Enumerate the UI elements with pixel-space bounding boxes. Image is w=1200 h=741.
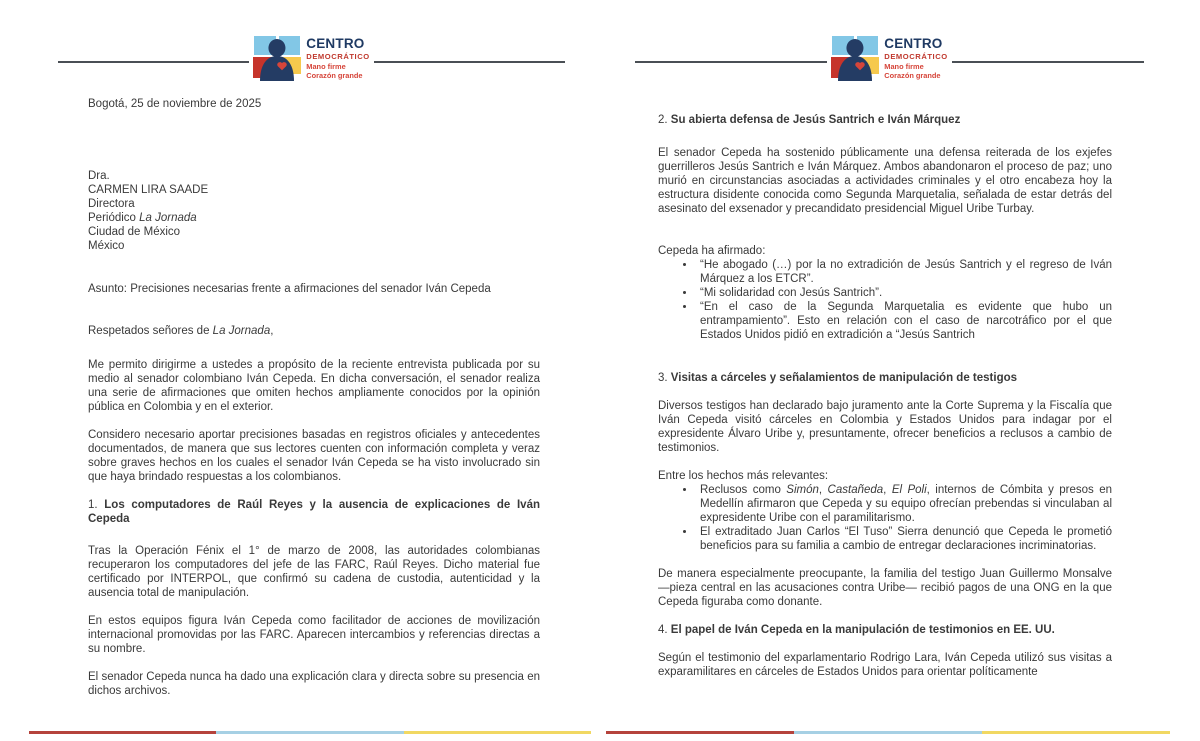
recipient-name: CARMEN LIRA SAADE	[88, 184, 209, 196]
salutation: Respetados señores de La Jornada,	[88, 325, 274, 337]
recipient-block	[88, 169, 540, 253]
recipient-country: México	[88, 240, 125, 252]
party-tagline-2: Corazón grande	[306, 71, 363, 80]
letter-date: Bogotá, 25 de noviembre de 2025	[88, 98, 262, 110]
section-heading-3: 3. Visitas a cárceles y señalamientos de manipulación de testigos	[658, 372, 1018, 384]
stripe-yellow	[404, 731, 591, 734]
recipient-role: Directora	[88, 198, 135, 210]
stripe-red	[29, 731, 216, 734]
recipient-city: Ciudad de México	[88, 226, 181, 238]
section-heading-4: 4. El papel de Iván Cepeda en la manipulación de testimonios en EE. UU.	[658, 624, 1055, 636]
paragraph: Me permito dirigirme a ustedes a propósito de la reciente entrevista publicada por su medio al senador colombiano Iván Cepeda. En dicha conversación, el senador realiza una serie de afirmaciones que omiten hechos ampliamente conocidos por la opinión pública en Colombia y en el exterior.	[88, 359, 540, 413]
quotes-list	[658, 258, 1112, 342]
paragraph: El senador Cepeda ha sostenido públicamente una defensa reiterada de los exjefes guerrilleros Jesús Santrich e Iván Márquez. Ambos abandonaron el proceso de paz; uno murió en circunstancias asociadas a actividades criminales y el otro encabeza hoy la estructura disidente conocida como Segunda Marquetalia, señalada de estar detrás del asesinato del exsenador y precandidato presidencial Miguel Uribe Turbay.	[658, 147, 1112, 215]
paragraph: Tras la Operación Fénix el 1° de marzo de 2008, las autoridades colombianas recuperaron los computadores del jefe de las FARC, Raúl Reyes. Dicho material fue certificado por INTERPOL, que confirmó su cadena de custodia, autenticidad y la ausencia total de manipulación.	[88, 545, 540, 599]
stripe-blue	[794, 731, 982, 734]
recipient-title: Dra.	[88, 170, 110, 182]
paragraph: Diversos testigos han declarado bajo juramento ante la Corte Suprema y la Fiscalía que Iván Cepeda visitó cárceles en Colombia y Estados Unidos para indagar por el expresidente Álvaro Uribe y, presuntamente, ofrecer beneficios a reclusos a cambio de testimonios.	[658, 400, 1112, 454]
recipient-organization: Periódico La Jornada	[88, 212, 197, 224]
party-name: CENTRO	[884, 36, 943, 51]
party-name: CENTRO	[306, 36, 365, 51]
page1-footer-stripe	[29, 731, 591, 734]
paragraph: Considero necesario aportar precisiones basadas en registros oficiales y antecedentes documentados, de manera que sus lectores cuenten con información completa y veraz sobre graves hechos en los cuales el senador Iván Cepeda se ha visto involucrado sin que haya brindado respuestas a los colombianos.	[88, 429, 540, 483]
letter-page-1	[29, 0, 591, 741]
list-item: • Reclusos como Simón, Castañeda, El Poli, internos de Cómbita y presos en Medellín afirmaron que Cepeda y su equipo ofrecían prebendas si vinculaban al expresidente Uribe con el paramilitarismo.	[696, 483, 1112, 525]
subject-line: Asunto: Precisiones necesarias frente a afirmaciones del senador Iván Cepeda	[88, 283, 491, 295]
paragraph: Según el testimonio del exparlamentario Rodrigo Lara, Iván Cepeda utilizó sus visitas a exparamilitares en cárceles de Estados Unidos para orientar políticamente	[658, 652, 1112, 678]
paragraph: De manera especialmente preocupante, la familia del testigo Juan Guillermo Monsalve —pieza central en las acusaciones contra Uribe— recibió pagos de una ONG en la que Cepeda figuraba como donante.	[658, 568, 1112, 608]
paragraph: Cepeda ha afirmado:	[658, 245, 766, 257]
list-item: • “En el caso de la Segunda Marquetalia es evidente que hubo un entrampamiento”. Esto en relación con el caso de narcotráfico por el que Estados Unidos pidió en extradición a “Jesús Santrich	[696, 300, 1112, 342]
facts-list	[658, 483, 1112, 553]
party-tagline-1: Mano firme	[306, 62, 346, 72]
stripe-yellow	[982, 731, 1170, 734]
letter-page-2	[606, 0, 1170, 741]
list-item: • El extraditado Juan Carlos “El Tuso” Sierra denunció que Cepeda le prometió beneficios para su familia a cambio de entregar declaraciones incriminatorias.	[696, 525, 1112, 553]
party-tagline-2: Corazón grande	[884, 71, 941, 80]
list-item: • “He abogado (…) por la no extradición de Jesús Santrich y el regreso de Iván Márquez a los ETCR”.	[696, 258, 1112, 286]
party-tagline-1: Mano firme	[884, 62, 924, 72]
stripe-blue	[216, 731, 403, 734]
page2-footer-stripe	[606, 731, 1170, 734]
paragraph: En estos equipos figura Iván Cepeda como facilitador de acciones de movilización internacional promovidas por las FARC. Aparecen intercambios y referencias directas a su nombre.	[88, 615, 540, 655]
party-name-2: DEMOCRÁTICO	[884, 51, 948, 61]
paragraph: Entre los hechos más relevantes:	[658, 470, 829, 482]
paragraph: El senador Cepeda nunca ha dado una explicación clara y directa sobre su presencia en dichos archivos.	[88, 671, 540, 697]
section-heading-1: 1. Los computadores de Raúl Reyes y la ausencia de explicaciones de Iván Cepeda	[88, 499, 540, 525]
page2-body	[658, 0, 1112, 679]
section-heading-2: 2. Su abierta defensa de Jesús Santrich e Iván Márquez	[658, 114, 961, 126]
list-item: • “Mi solidaridad con Jesús Santrich”.	[696, 286, 1112, 300]
party-name-2: DEMOCRÁTICO	[306, 51, 370, 61]
page1-body	[88, 0, 540, 698]
stripe-red	[606, 731, 794, 734]
